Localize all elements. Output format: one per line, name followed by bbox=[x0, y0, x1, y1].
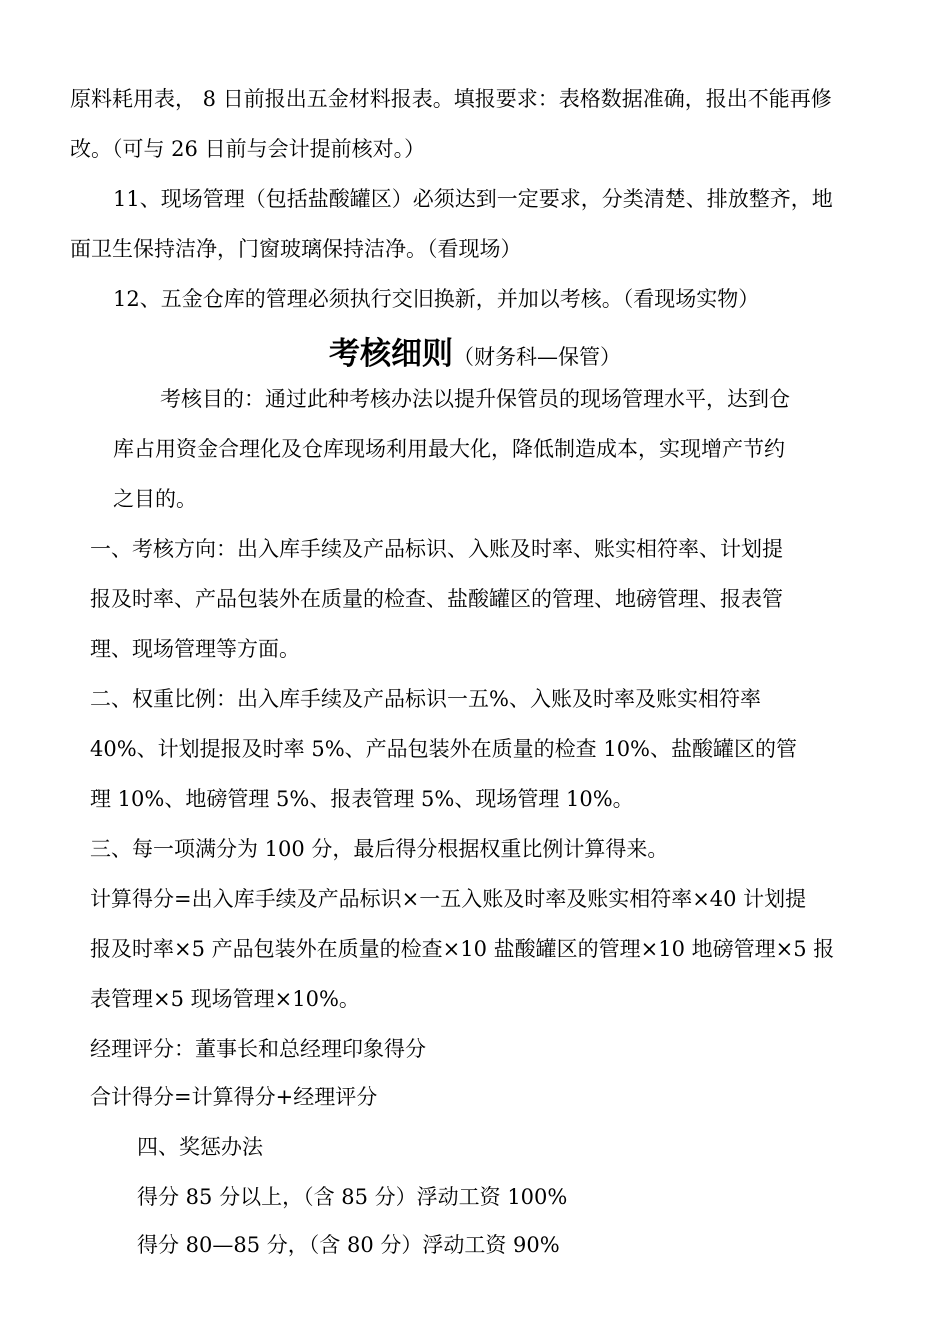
title-main: 考核细则 bbox=[329, 336, 453, 372]
text-line: 11、现场管理（包括盐酸罐区）必须达到一定要求，分类清楚、排放整齐，地 bbox=[113, 187, 833, 211]
purpose-line: 之目的。 bbox=[113, 487, 197, 511]
weights-line: 二、权重比例：出入库手续及产品标识一五%、入账及时率及账实相符率 bbox=[90, 687, 761, 711]
reward-item: 得分 85 分以上，（含 85 分）浮动工资 100% bbox=[137, 1185, 568, 1209]
text-line: 原料耗用表， 8 日前报出五金材料报表。填报要求：表格数据准确，报出不能再修 bbox=[70, 87, 832, 111]
score-rule-line: 三、每一项满分为 100 分，最后得分根据权重比例计算得来。 bbox=[90, 837, 669, 861]
formula-line: 报及时率×5 产品包装外在质量的检查×10 盐酸罐区的管理×10 地磅管理×5 报 bbox=[90, 937, 835, 961]
page-title bbox=[0, 332, 950, 379]
direction-line: 一、考核方向：出入库手续及产品标识、入账及时率、账实相符率、计划提 bbox=[90, 537, 783, 561]
text-line: 面卫生保持洁净，门窗玻璃保持洁净。（看现场） bbox=[70, 237, 522, 261]
direction-line: 理、现场管理等方面。 bbox=[90, 637, 300, 661]
formula-line: 计算得分=出入库手续及产品标识×一五入账及时率及账实相符率×40 计划提 bbox=[90, 887, 807, 911]
weights-line: 40%、计划提报及时率 5%、产品包装外在质量的检查 10%、盐酸罐区的管 bbox=[90, 737, 798, 761]
title-subtitle: （财务科—保管） bbox=[453, 345, 621, 369]
formula-line: 表管理×5 现场管理×10%。 bbox=[90, 987, 360, 1011]
direction-line: 报及时率、产品包装外在质量的检查、盐酸罐区的管理、地磅管理、报表管 bbox=[90, 587, 783, 611]
text-line: 12、五金仓库的管理必须执行交旧换新，并加以考核。（看现场实物） bbox=[113, 287, 760, 311]
purpose-line: 库占用资金合理化及仓库现场利用最大化，降低制造成本，实现增产节约 bbox=[113, 437, 785, 461]
manager-score-line: 经理评分：董事长和总经理印象得分 bbox=[90, 1037, 426, 1061]
text-line: 改。（可与 26 日前与会计提前核对。） bbox=[70, 137, 426, 161]
rewards-heading: 四、奖惩办法 bbox=[137, 1135, 263, 1159]
purpose-line: 考核目的：通过此种考核办法以提升保管员的现场管理水平，达到仓 bbox=[160, 387, 790, 411]
reward-item: 得分 80—85 分，（含 80 分）浮动工资 90% bbox=[137, 1233, 560, 1257]
weights-line: 理 10%、地磅管理 5%、报表管理 5%、现场管理 10%。 bbox=[90, 787, 634, 811]
total-score-line: 合计得分=计算得分+经理评分 bbox=[90, 1085, 378, 1109]
